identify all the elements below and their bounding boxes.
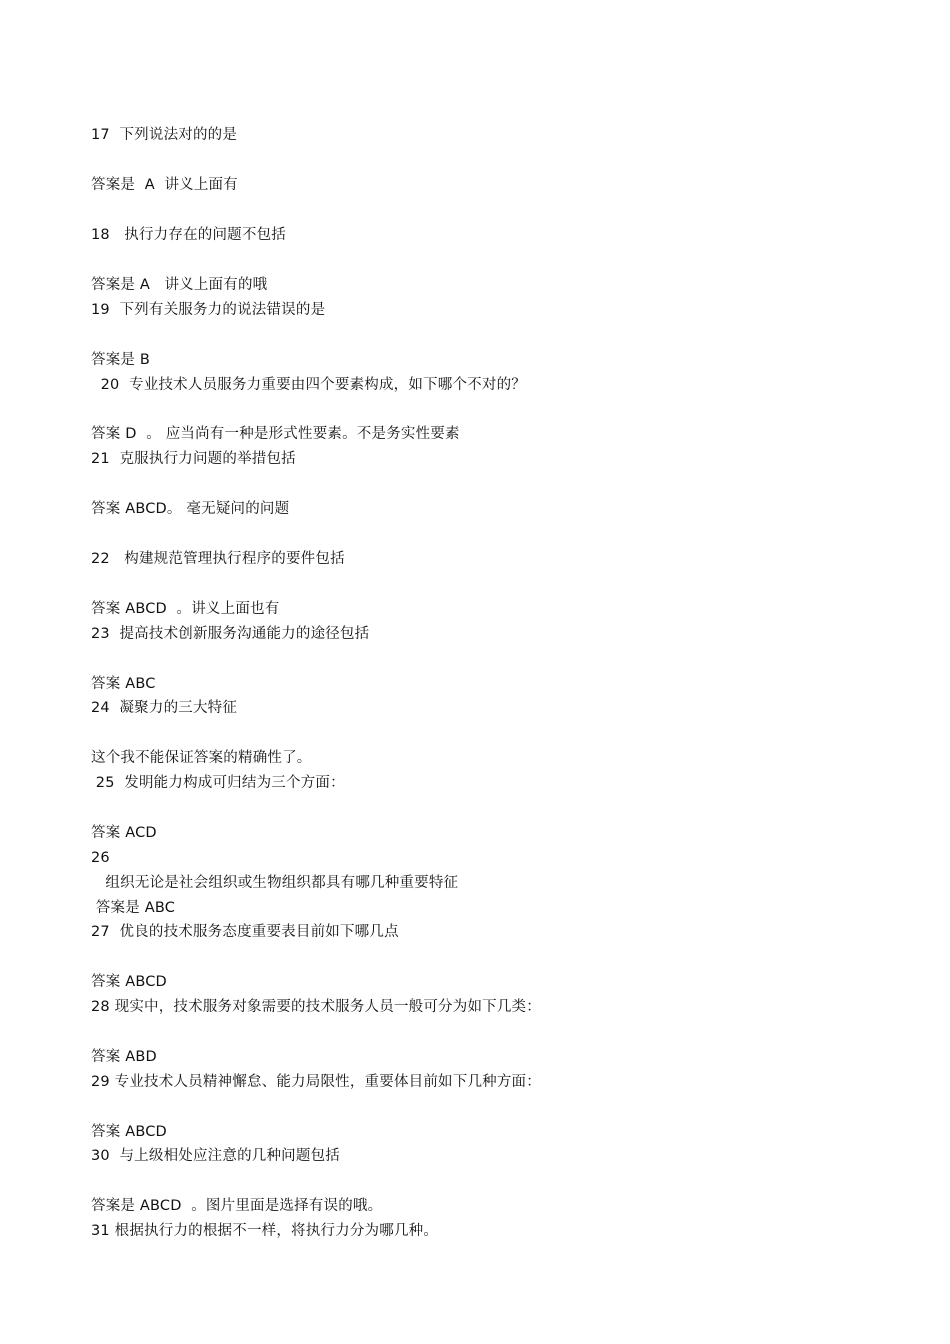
question-31: 31 根据执行力的根据不一样，将执行力分为哪几种。 bbox=[91, 1223, 439, 1239]
question-30: 30 与上级相处应注意的几种问题包括 bbox=[91, 1148, 340, 1164]
question-24: 24 凝聚力的三大特征 bbox=[91, 700, 238, 716]
question-18: 18 执行力存在的问题不包括 bbox=[91, 227, 286, 243]
question-23: 23 提高技术创新服务沟通能力的途径包括 bbox=[91, 626, 370, 642]
answer-30: 答案是 ABCD 。图片里面是选择有误的哦。 bbox=[91, 1198, 383, 1214]
answer-19: 答案是 B bbox=[91, 352, 151, 368]
answer-17: 答案是 A 讲义上面有 bbox=[91, 177, 238, 193]
question-21: 21 克服执行力问题的举措包括 bbox=[91, 451, 296, 467]
question-27: 27 优良的技术服务态度重要表目前如下哪几点 bbox=[91, 924, 399, 940]
answer-28: 答案 ABD bbox=[91, 1049, 157, 1065]
answer-21: 答案 ABCD。 毫无疑问的问题 bbox=[91, 501, 290, 517]
question-25: 25 发明能力构成可归结为三个方面： bbox=[91, 775, 345, 791]
question-20: 20 专业技术人员服务力重要由四个要素构成，如下哪个不对的？ bbox=[91, 377, 526, 393]
answer-24: 这个我不能保证答案的精确性了。 bbox=[91, 750, 312, 766]
question-28: 28 现实中，技术服务对象需要的技术服务人员一般可分为如下几类： bbox=[91, 999, 541, 1015]
answer-22: 答案 ABCD 。讲义上面也有 bbox=[91, 601, 280, 617]
question-19: 19 下列有关服务力的说法错误的是 bbox=[91, 302, 326, 318]
answer-26: 答案是 ABC bbox=[91, 900, 176, 916]
answer-27: 答案 ABCD bbox=[91, 974, 167, 990]
answer-29: 答案 ABCD bbox=[91, 1124, 167, 1140]
answer-20: 答案 D 。 应当尚有一种是形式性要素。不是务实性要素 bbox=[91, 426, 460, 442]
question-26: 组织无论是社会组织或生物组织都具有哪几种重要特征 bbox=[91, 875, 459, 891]
question-22: 22 构建规范管理执行程序的要件包括 bbox=[91, 551, 345, 567]
answer-25: 答案 ACD bbox=[91, 825, 157, 841]
question-17: 17 下列说法对的的是 bbox=[91, 127, 238, 143]
answer-23: 答案 ABC bbox=[91, 676, 156, 692]
question-26-number: 26 bbox=[91, 850, 110, 866]
answer-18: 答案是 A 讲义上面有的哦 bbox=[91, 277, 268, 293]
question-29: 29 专业技术人员精神懈怠、能力局限性，重要体目前如下几种方面： bbox=[91, 1074, 541, 1090]
